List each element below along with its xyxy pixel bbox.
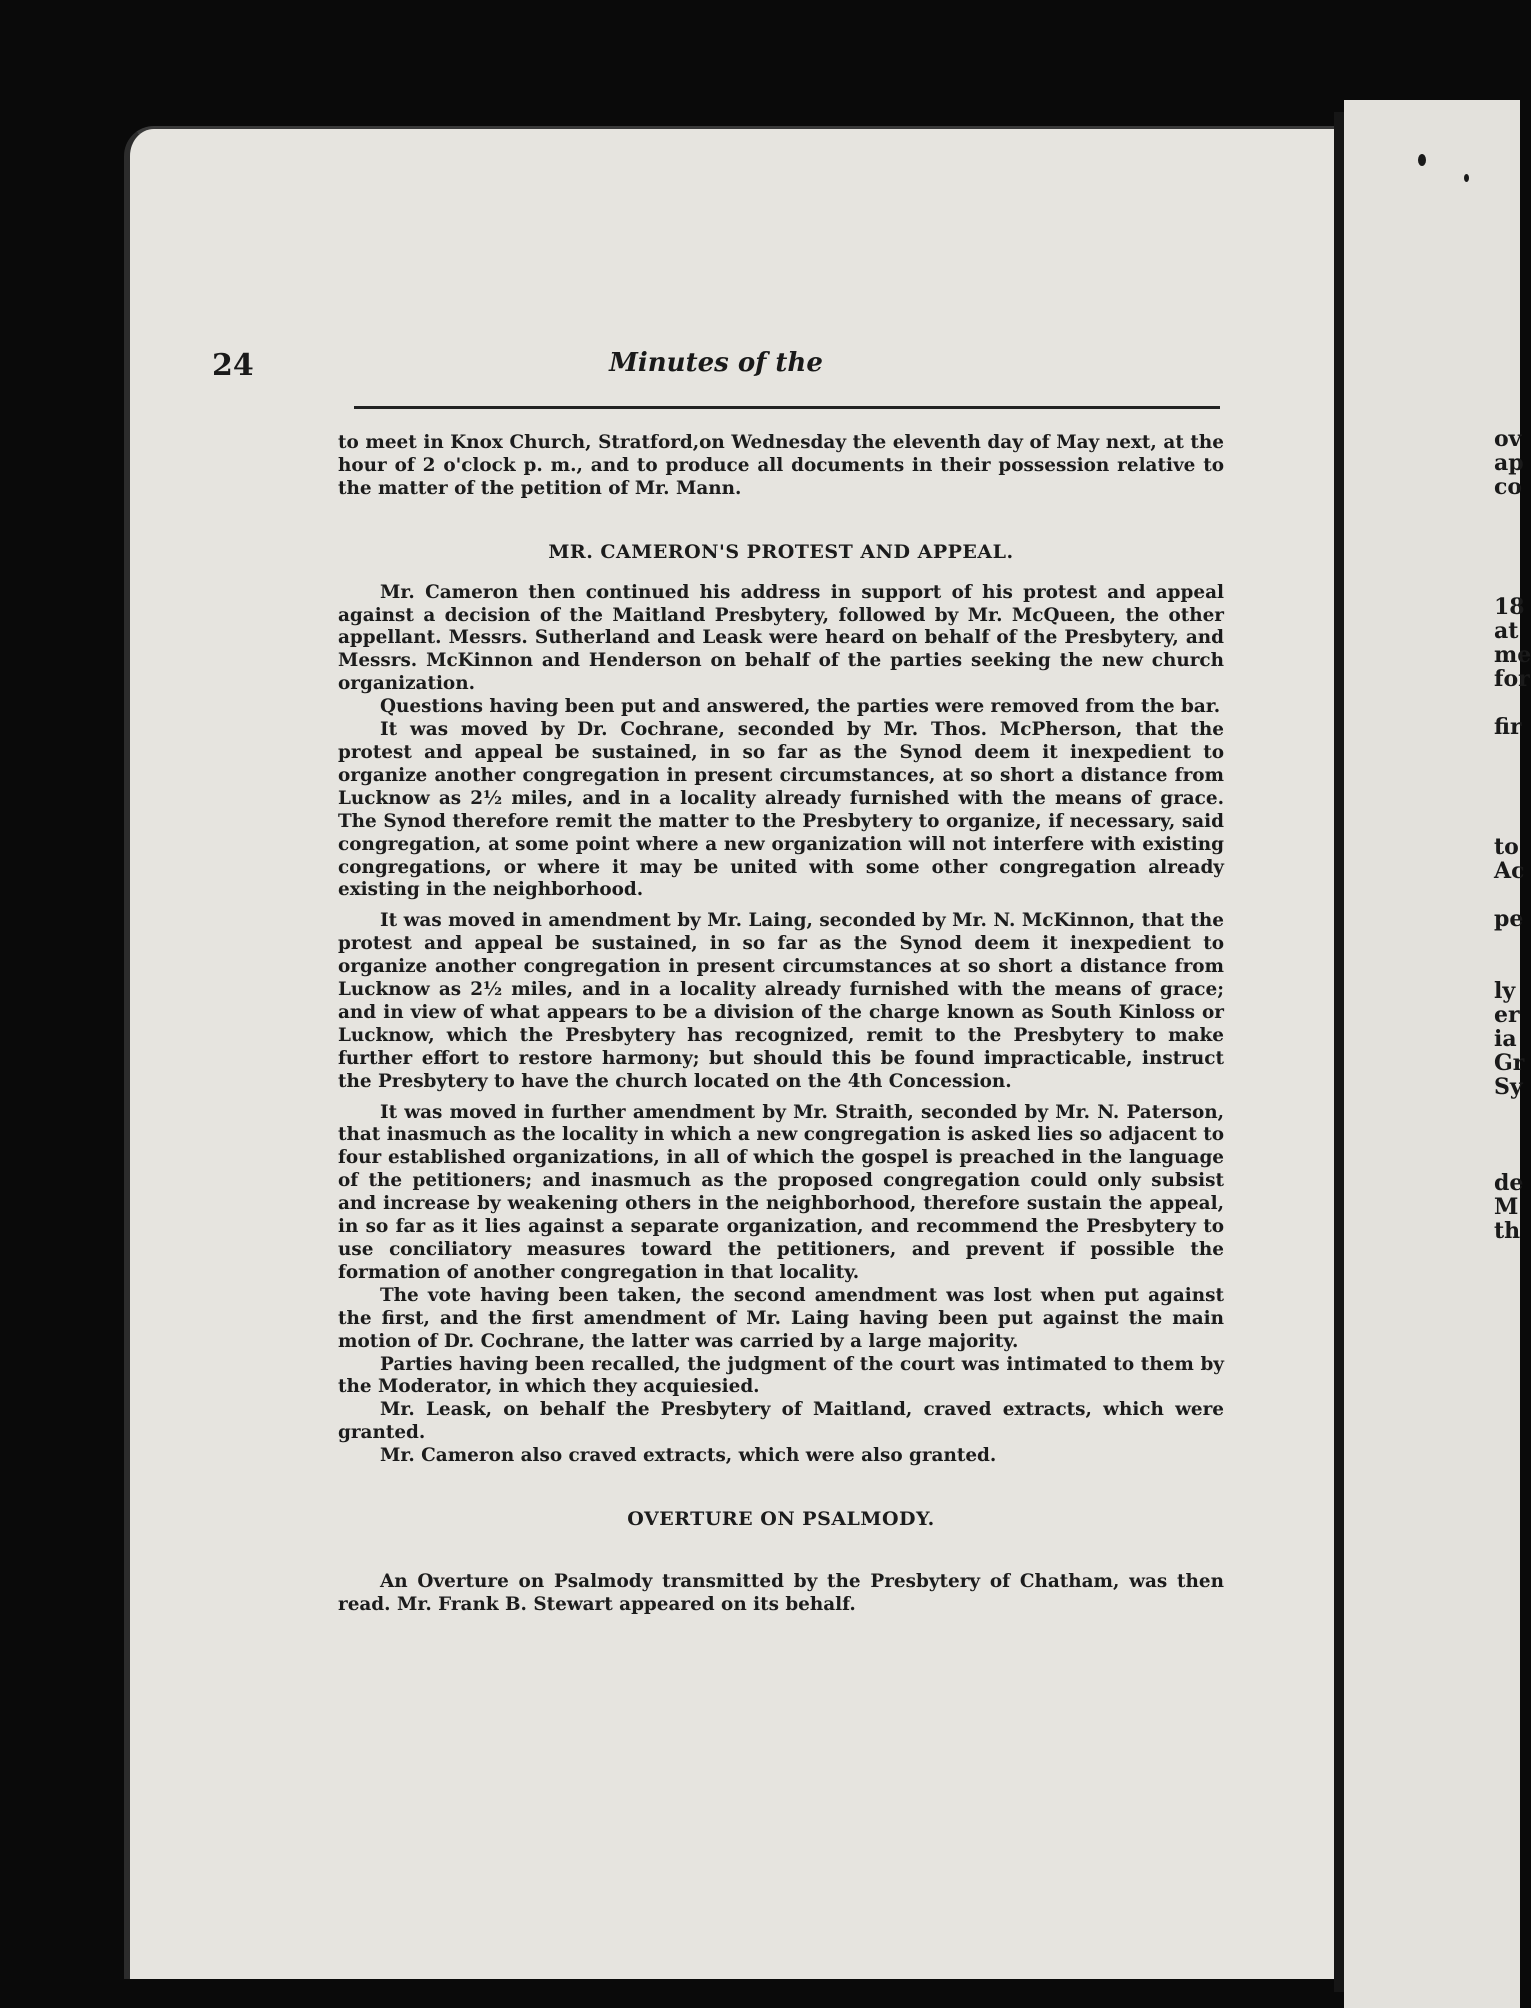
paragraph: Parties having been recalled, the judgment of the court was intimated to them by the Moderator, in which they acquiesied. — [338, 1353, 1224, 1398]
paragraph: An Overture on Psalmody transmitted by the Presbytery of Chatham, was then read. Mr. Frank B. Stewart appeared on its behalf. — [338, 1570, 1224, 1615]
facing-fragment: ov — [1494, 426, 1522, 452]
section-heading-protest: MR. CAMERON'S PROTEST AND APPEAL. — [548, 540, 1014, 563]
header-rule — [354, 406, 1220, 409]
facing-fragment: de — [1494, 1170, 1524, 1196]
paragraph: Mr. Leask, on behalf the Presbytery of Maitland, craved extracts, which were granted. — [338, 1399, 1224, 1444]
facing-fragment: Gr — [1494, 1050, 1525, 1076]
continuation-paragraph: to meet in Knox Church, Stratford,on Wednesday the eleventh day of May next, at the hour of 2 o'clock p. m., and to produce all documents in their possession relative to the matter of the petition of Mr. Mann. — [338, 432, 1224, 499]
section-heading-psalmody: OVERTURE ON PSALMODY. — [627, 1508, 935, 1531]
page-gutter — [1334, 112, 1344, 1992]
facing-fragment: er — [1494, 1002, 1520, 1028]
paragraph: It was moved by Dr. Cochrane, seconded by Mr. Thos. McPherson, that the protest and appeal be sustained, in so far as the Synod deem it inexpedient to organize another congregation in present circumstances, at so short a distance from Lucknow as 2½ miles, and in a locality already furnished with the means of grace. The Synod therefore remit the matter to the Presbytery to organize, if necessary, said congregation, at some point where a new organization will not interfere with existing congregations, or where it may be united with some other congregation already existing in the neighborhood. — [338, 719, 1224, 901]
facing-fragment: Sy — [1494, 1074, 1523, 1100]
facing-fragment: pe — [1494, 906, 1524, 932]
facing-fragment: Ac — [1494, 858, 1525, 884]
paragraph: It was moved in further amendment by Mr. Straith, seconded by Mr. N. Paterson, that inasmuch as the locality in which a new congregation is asked lies so adjacent to four established organizations, in all of which the gospel is preached in the language of the petitioners; and inasmuch as the proposed congregation could only subsist and increase by weakening others in the neighborhood, therefore sustain the appeal, in so far as it lies against a separate organization, and recommend the Presbytery to use conciliatory measures toward the petitioners, and prevent if possible the formation of another congregation in that locality. — [338, 1101, 1224, 1283]
facing-fragment: ia — [1494, 1026, 1517, 1052]
facing-page — [1344, 100, 1531, 2008]
facing-fragment: ly — [1494, 978, 1516, 1004]
facing-fragment: for — [1494, 666, 1530, 692]
paragraph: It was moved in amendment by Mr. Laing, seconded by Mr. N. McKinnon, that the protest and appeal be sustained, in so far as the Synod deem it inexpedient to organize another congregation in present circumstances at so short a distance from Lucknow as 2½ miles, and in a locality already furnished with the means of grace; and in view of what appears to be a division of the charge known as South Kinloss or Lucknow, which the Presbytery has recognized, remit to the Presbytery to make further effort to restore harmony; but should this be found impracticable, instruct the Presbytery to have the church located on the 4th Concession. — [338, 910, 1224, 1092]
paragraph: Mr. Cameron then continued his address in support of his protest and appeal against a decision of the Maitland Presbytery, followed by Mr. McQueen, the other appellant. Messrs. Sutherland and Leask were heard on behalf of the Presbytery, and Messrs. McKinnon and Henderson on behalf of the parties seeking the new church organization. — [338, 581, 1224, 695]
paragraph: Mr. Cameron also craved extracts, which were also granted. — [380, 1445, 997, 1467]
facing-fragment: M — [1494, 1194, 1519, 1220]
page-header — [212, 348, 1220, 390]
facing-fragment: to — [1494, 834, 1519, 860]
page-number: 24 — [212, 348, 254, 383]
facing-fragment: ap — [1494, 450, 1524, 476]
paragraph: The vote having been taken, the second amendment was lost when put against the first, and the first amendment of Mr. Laing having been put against the main motion of Dr. Cochrane, the latter was carried by a large majority. — [338, 1284, 1224, 1352]
running-head: Minutes of the — [609, 348, 823, 378]
facing-fragment: 18 — [1494, 594, 1525, 620]
facing-fragment: fir — [1494, 714, 1522, 740]
facing-fragment: at — [1494, 618, 1519, 644]
facing-fragment: me — [1494, 642, 1531, 668]
facing-fragment: th — [1494, 1218, 1521, 1244]
ink-speck — [1418, 154, 1426, 166]
document-body — [338, 432, 1224, 1617]
facing-fragment: co — [1494, 474, 1523, 500]
paragraph: Questions having been put and answered, the parties were removed from the bar. — [380, 696, 1221, 718]
ink-speck — [1464, 174, 1469, 182]
